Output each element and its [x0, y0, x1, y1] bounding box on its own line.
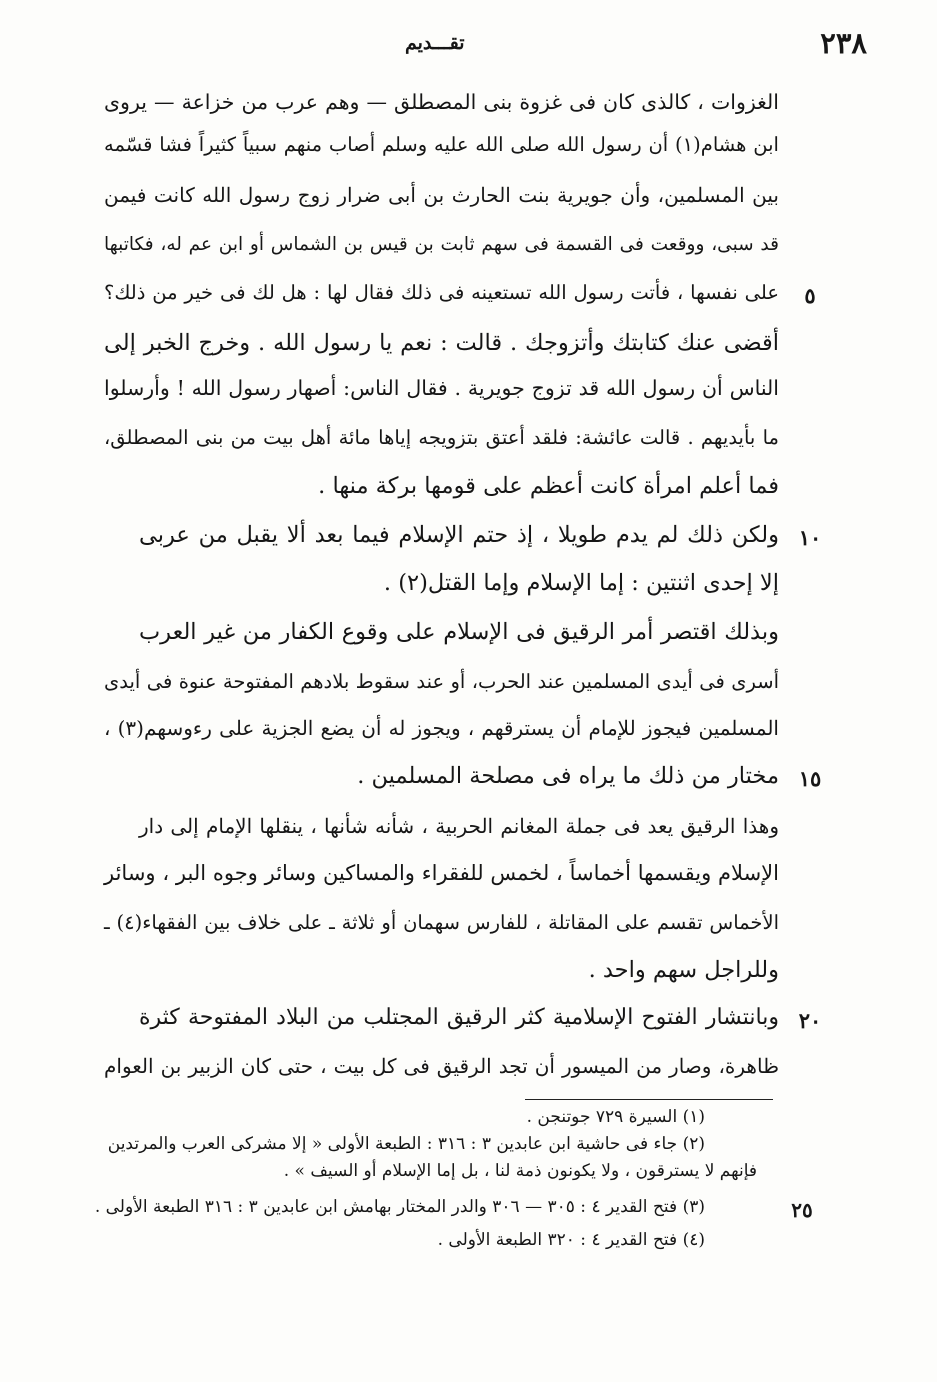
text-line: الناس أن رسول الله قد تزوج جويرية . فقال الناس: أصهار رسول الله ! وأرسلوا: [104, 376, 779, 400]
line-number-25: ٢٥: [791, 1198, 813, 1222]
text-line: مختار من ذلك ما يراه فى مصلحة المسلمين .: [357, 763, 779, 789]
line-number-5: ٥: [804, 283, 816, 308]
text-line: المسلمين فيجوز للإمام أن يسترقهم ، ويجوز له أن يضع الجزية على رءوسهم(٣) ،: [104, 716, 779, 740]
text-line: وبانتشار الفتوح الإسلامية كثر الرقيق المجتلب من البلاد المفتوحة كثرة: [139, 1005, 779, 1030]
footnote-4: (٤) فتح القدير ٤ : ٣٢٠ الطبعة الأولى .: [437, 1230, 705, 1250]
line-number-10: ١٠: [798, 525, 822, 550]
text-line: الإسلام ويقسمها أخماساً ، لخمس للفقراء والمساكين وسائر وجوه البر ، وسائر: [104, 861, 779, 885]
line-number-20: ٢٠: [798, 1008, 822, 1033]
line-number-15: ١٥: [798, 766, 822, 791]
text-line: أسرى فى أيدى المسلمين عند الحرب، أو عند سقوط بلادهم المفتوحة عنوة فى أيدى: [104, 670, 779, 693]
text-line: ظاهرة، وصار من الميسور أن تجد الرقيق فى كل بيت ، حتى كان الزبير بن العوام: [104, 1054, 779, 1078]
text-line: ما بأيديهم . قالت عائشة: فلقد أعتق بتزويجه إياها مائة أهل بيت من بنى المصطلق،: [104, 426, 779, 449]
page-number: ٢٣٨: [820, 26, 867, 60]
text-line: بين المسلمين، وأن جويرية بنت الحارث بن أبى ضرار زوج رسول الله كانت فيمن: [104, 183, 779, 207]
text-line: الأخماس تقسم على المقاتلة ، للفارس سهمان أو ثلاثة ـ على خلاف بين الفقهاء(٤) ـ: [104, 911, 779, 934]
footnote-3: (٣) فتح القدير ٤ : ٣٠٥ — ٣٠٦ والدر المختار بهامش ابن عابدين ٣ : ٣١٦ الطبعة الأولى .: [94, 1197, 705, 1217]
footnote-divider: [525, 1099, 773, 1100]
running-head: تقـــديم: [405, 32, 465, 54]
text-line: وهذا الرقيق يعد فى جملة المغانم الحربية ، شأنه شأنها ، ينقلها الإمام إلى دار: [139, 814, 779, 838]
text-line: الغزوات ، كالذى كان فى غزوة بنى المصطلق — وهم عرب من خزاعة — يروى: [104, 90, 779, 114]
text-line: ولكن ذلك لم يدم طويلا ، إذ حتم الإسلام فيما بعد ألا يقبل من عربى: [139, 522, 779, 548]
text-line: ابن هشام(١) أن رسول الله صلى الله عليه وسلم أصاب منهم سبياً كثيراً فشا قسّمه: [104, 133, 779, 156]
text-line: قد سبى، ووقعت فى القسمة فى سهم ثابت بن قيس بن الشماس أو ابن عم له، فكاتبها: [104, 234, 779, 255]
footnote-2: (٢) جاء فى حاشية ابن عابدين ٣ : ٣١٦ : الطبعة الأولى « إلا مشركى العرب والمرتدين: [107, 1134, 705, 1154]
text-line: أقضى عنك كتابتك وأتزوجك . قالت : نعم يا رسول الله . وخرج الخبر إلى: [104, 330, 779, 356]
text-line: فما أعلم امرأة كانت أعظم على قومها بركة منها .: [318, 473, 779, 499]
text-line: وبذلك اقتصر أمر الرقيق فى الإسلام على وقوع الكفار من غير العرب: [139, 619, 779, 645]
page-header: [0, 26, 937, 66]
footnote-2-continued: فإنهم لا يسترقون ، ولا يكونون ذمة لنا ، بل إما الإسلام أو السيف » .: [283, 1161, 757, 1181]
text-line: وللراجل سهم واحد .: [588, 957, 779, 983]
footnote-1: (١) السيرة ٧٢٩ جوتنجن .: [526, 1107, 705, 1127]
text-line: إلا إحدى اثنتين : إما الإسلام وإما القتل(٢) .: [383, 570, 779, 596]
text-line: على نفسها ، فأتت رسول الله تستعينه فى ذلك فقال لها : هل لك فى خير من ذلك؟: [104, 281, 779, 304]
